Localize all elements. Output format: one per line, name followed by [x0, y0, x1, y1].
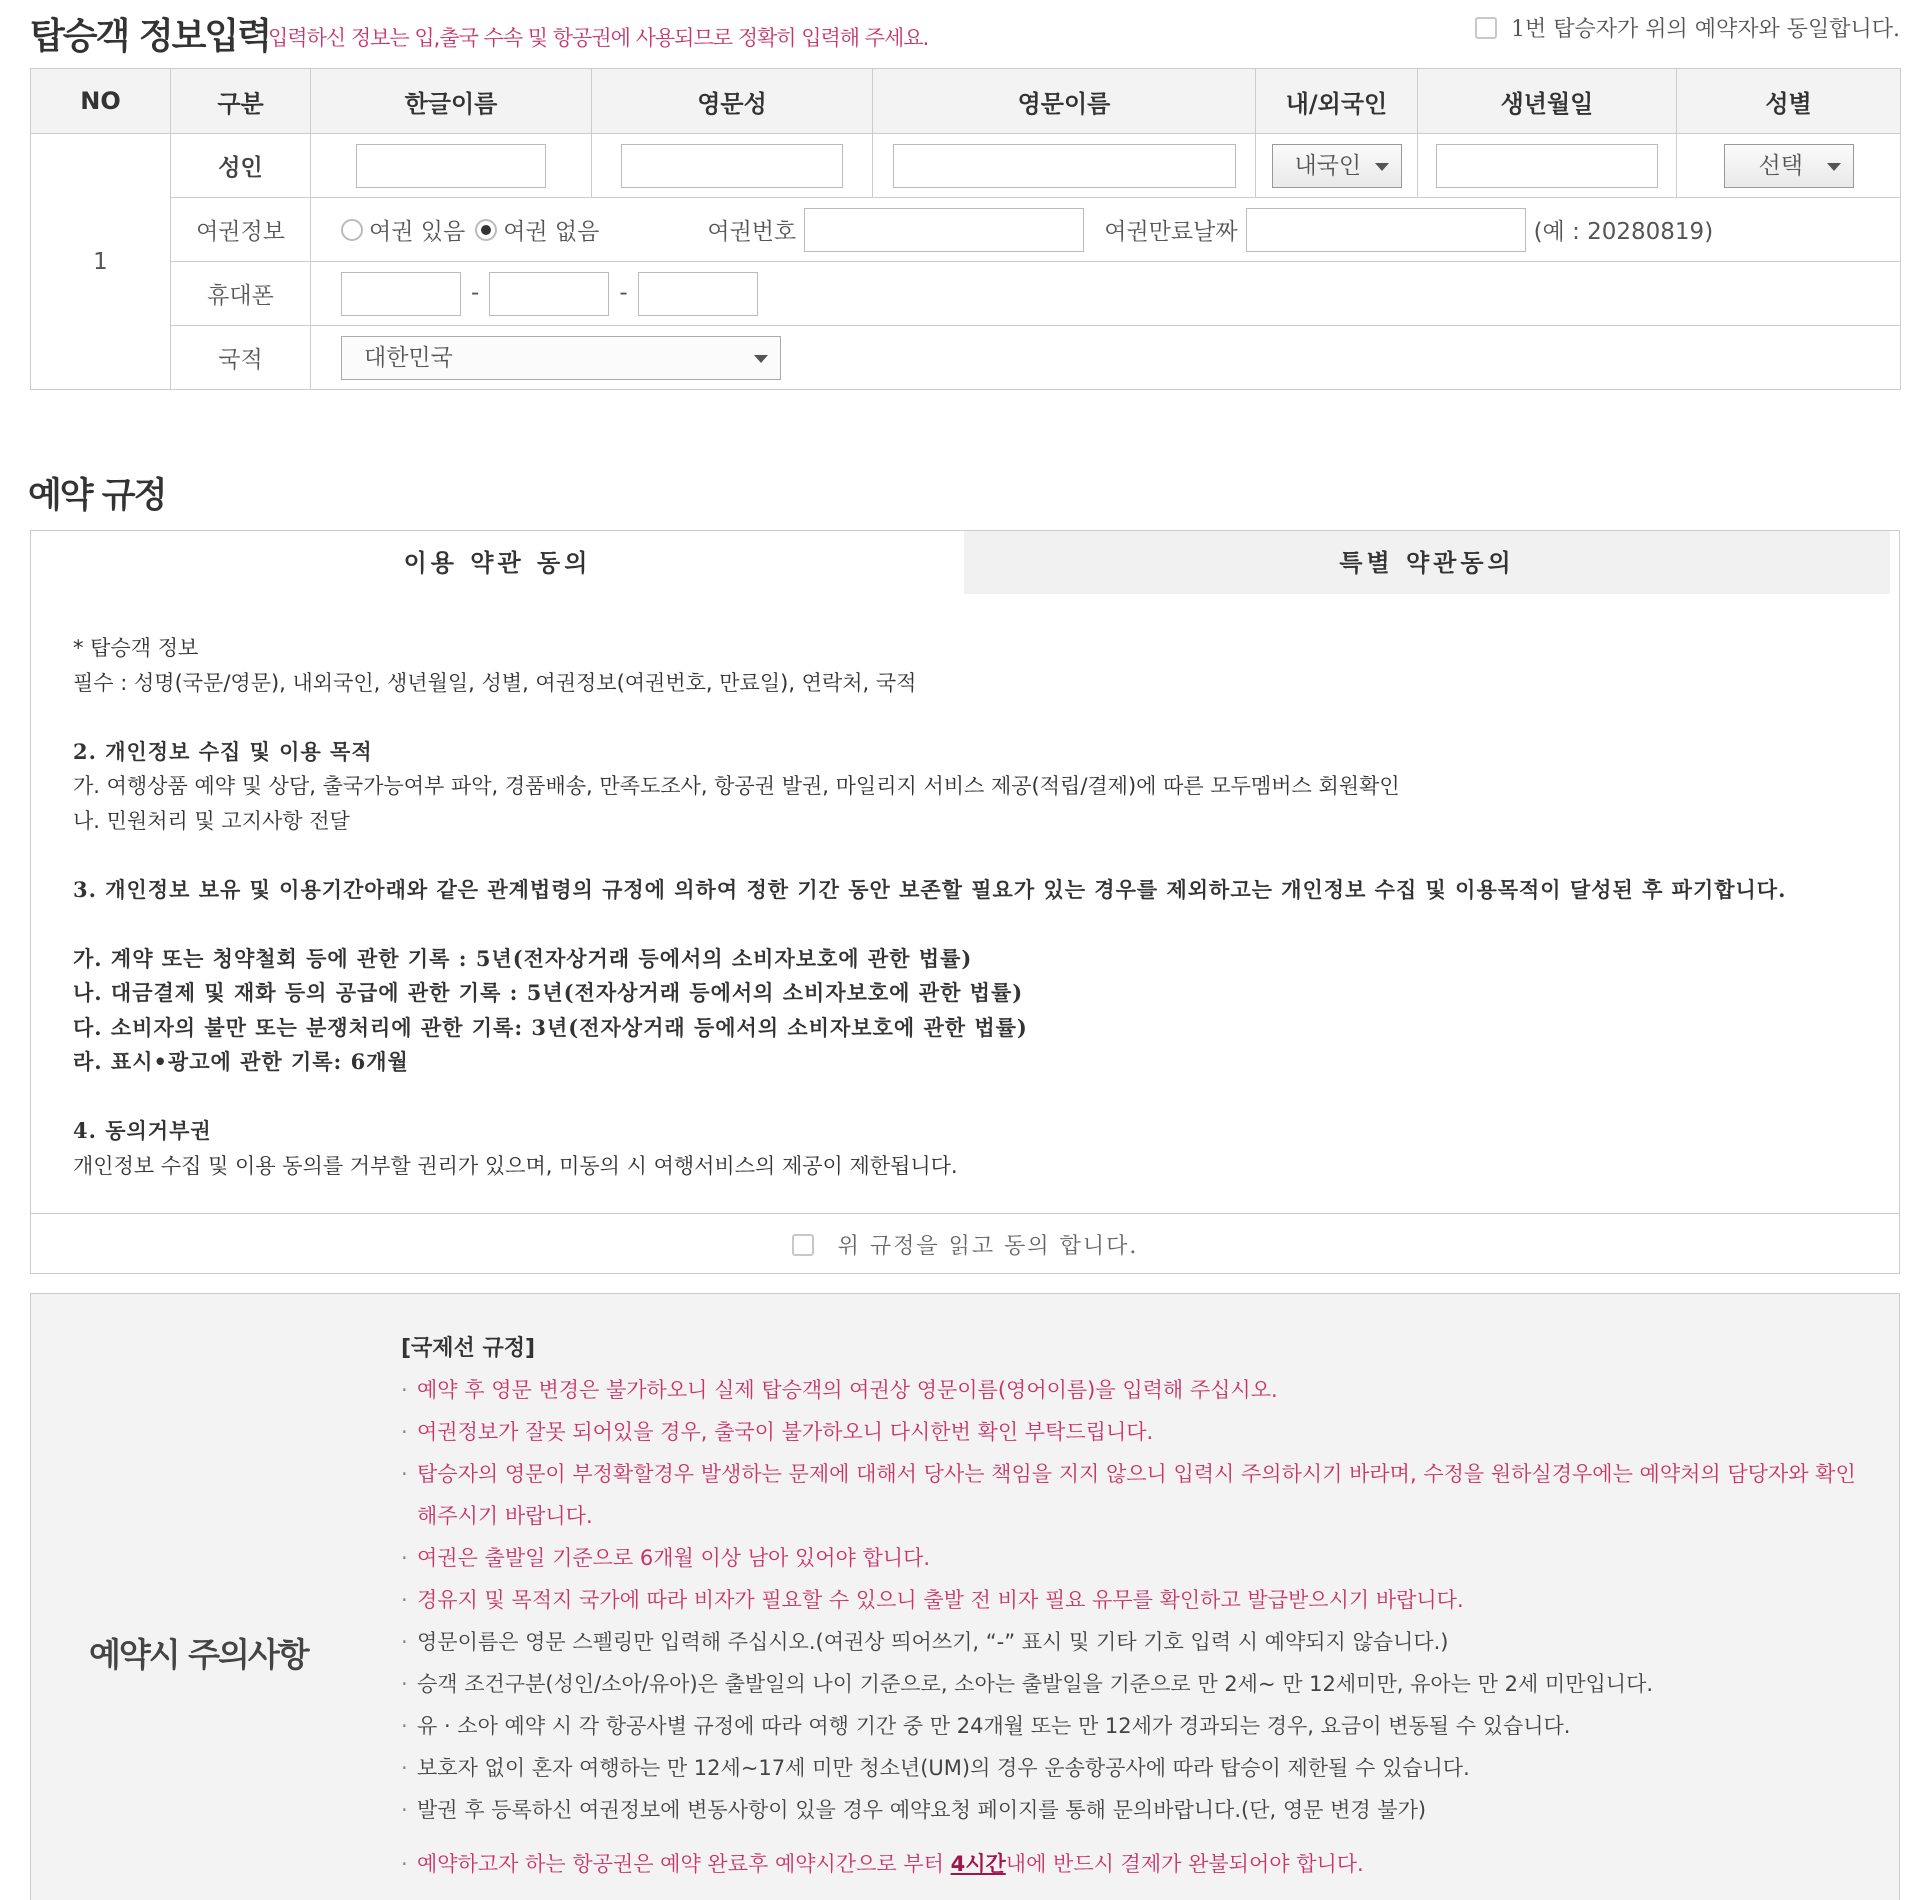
terms-line: 가. 계약 또는 청약철회 등에 관한 기록 : 5년(전자상거래 등에서의 소비자보호에 관한 법률) [73, 945, 973, 971]
notice-item: · 유 · 소아 예약 시 각 항공사별 규정에 따라 여행 기간 중 만 24개월 또는 만 12세가 경과되는 경우, 요금이 변동될 수 있습니다. [401, 1705, 1871, 1747]
rules-section-title: 예약 규정 [28, 476, 166, 516]
english-surname-input[interactable] [621, 144, 843, 188]
payment-text-before: 예약하고자 하는 항공권은 예약 완료후 예약시간으로 부터 [417, 1852, 951, 1876]
notice-item: · 여권정보가 잘못 되어있을 경우, 출국이 불가하오니 다시한번 확인 부탁드립니다. [401, 1411, 1871, 1453]
column-header-nationality-type: 내/외국인 [1256, 69, 1418, 134]
passport-expiry-label: 여권만료날짜 [1104, 219, 1238, 245]
passport-number-input[interactable] [804, 208, 1084, 252]
agree-rules-checkbox[interactable] [792, 1234, 814, 1256]
notice-item: · 승객 조건구분(성인/소아/유아)은 출발일의 나이 기준으로, 소아는 출발일을 기준으로 만 2세~ 만 12세미만, 유아는 만 2세 미만입니다. [401, 1663, 1871, 1705]
passenger-row-phone [31, 262, 1901, 326]
terms-heading: 4. 동의거부권 [73, 1118, 212, 1143]
notice-item: · 영문이름은 영문 스펠링만 입력해 주십시오.(여권상 띄어쓰기, “-” 표시 및 기타 기호 입력 시 예약되지 않습니다.) [401, 1621, 1871, 1663]
nationality-type-value: 내국인 [1294, 152, 1362, 179]
terms-content [73, 631, 1863, 1183]
column-header-type: 구분 [171, 69, 311, 134]
passport-no-radio[interactable] [475, 219, 497, 241]
birthdate-input[interactable] [1436, 144, 1658, 188]
terms-line: 나. 민원처리 및 고지사항 전달 [73, 808, 350, 833]
column-header-gender: 성별 [1677, 69, 1901, 134]
notice-item: · 경유지 및 목적지 국가에 따라 비자가 필요할 수 있으니 출발 전 비자 필요 유무를 확인하고 발급받으시기 바랍니다. [401, 1579, 1871, 1621]
notice-item: · 탑승자의 영문이 부정확할경우 발생하는 문제에 대해서 당사는 책임을 지지 않으니 입력시 주의하시기 바라며, 수정을 원하실경우에는 예약처의 담당자와 확인해주시기 바랍니다. [401, 1453, 1871, 1537]
passenger-row-passport [31, 198, 1901, 262]
passenger-section-title: 탑승객 정보입력 [30, 16, 270, 57]
column-header-no: NO [31, 69, 171, 134]
column-header-english-surname: 영문성 [592, 69, 873, 134]
korean-name-input[interactable] [356, 144, 546, 188]
tab-special-terms[interactable]: 특별 약관동의 [964, 531, 1890, 594]
notice-item: · 보호자 없이 혼자 여행하는 만 12세~17세 미만 청소년(UM)의 경우 운송항공사에 따라 탑승이 제한될 수 있습니다. [401, 1747, 1871, 1789]
passenger-row-main [31, 134, 1901, 198]
terms-line: 나. 대금결제 및 재화 등의 공급에 관한 기록 : 5년(전자상거래 등에서의 소비자보호에 관한 법률) [73, 980, 1024, 1005]
column-header-birthdate: 생년월일 [1418, 69, 1677, 134]
passport-yes-radio[interactable] [341, 219, 363, 241]
notice-box [30, 1293, 1900, 1900]
phone-dash: - [471, 280, 480, 306]
passport-info-fields [311, 199, 1900, 261]
payment-deadline: 4시간 [950, 1852, 1006, 1876]
phone-label: 휴대폰 [171, 262, 311, 326]
country-value: 대한민국 [364, 344, 453, 371]
nationality-type-select[interactable] [1272, 144, 1402, 188]
terms-line: 필수 : 성명(국문/영문), 내외국인, 생년월일, 성별, 여권정보(여권번호, 만료일), 연락처, 국적 [73, 670, 917, 695]
rules-box [30, 530, 1900, 1274]
passenger-table-header [31, 69, 1901, 134]
passport-no-label: 여권 없음 [503, 219, 600, 245]
passport-info-label: 여권정보 [171, 198, 311, 262]
phone-part2-input[interactable] [489, 272, 609, 316]
chevron-down-icon [1827, 163, 1841, 171]
column-header-english-given-name: 영문이름 [873, 69, 1256, 134]
passenger-row-country [31, 326, 1901, 390]
passport-yes-label: 여권 있음 [369, 219, 466, 245]
tab-terms-of-use[interactable]: 이용 약관 동의 [31, 531, 964, 594]
column-header-korean-name: 한글이름 [311, 69, 592, 134]
passport-expiry-example: (예 : 20280819) [1533, 219, 1714, 245]
passenger-header [30, 8, 1900, 58]
terms-line: 라. 표시•광고에 관한 기록: 6개월 [73, 1049, 409, 1074]
country-select[interactable] [341, 336, 781, 380]
gender-select[interactable] [1724, 144, 1854, 188]
agree-rules-option[interactable] [31, 1213, 1899, 1275]
phone-part1-input[interactable] [341, 272, 461, 316]
agree-rules-label: 위 규정을 읽고 동의 합니다. [837, 1234, 1139, 1259]
terms-line: 개인정보 수집 및 이용 동의를 거부할 권리가 있으며, 미동의 시 여행서비스의 제공이 제한됩니다. [73, 1153, 958, 1178]
passenger-table [30, 68, 1901, 390]
notice-item: · 발권 후 등록하신 여권정보에 변동사항이 있을 경우 예약요청 페이지를 통해 문의바랍니다.(단, 영문 변경 불가) [401, 1789, 1871, 1831]
terms-heading: 3. 개인정보 보유 및 이용기간아래와 같은 관계법령의 규정에 의하여 정한 기간 동안 보존할 필요가 있는 경우를 제외하고는 개인정보 수집 및 이용목적이 달성된 후 파기합니다. [73, 876, 1787, 902]
passenger-type: 성인 [171, 134, 311, 198]
passenger-section-subtitle: 입력하신 정보는 입,출국 수속 및 항공권에 사용되므로 정확히 입력해 주세요. [268, 26, 929, 50]
same-as-booker-checkbox[interactable] [1475, 17, 1497, 39]
passenger-number: 1 [31, 134, 171, 390]
terms-heading: 2. 개인정보 수집 및 이용 목적 [73, 738, 373, 764]
notice-label: 예약시 주의사항 [89, 1635, 308, 1674]
notice-heading: [국제선 규정] [401, 1336, 536, 1361]
same-as-booker-label: 1번 탑승자가 위의 예약자와 동일합니다. [1511, 17, 1900, 42]
passport-expiry-input[interactable] [1246, 208, 1526, 252]
chevron-down-icon [754, 355, 768, 363]
phone-part3-input[interactable] [638, 272, 758, 316]
passport-number-label: 여권번호 [707, 219, 797, 245]
payment-text-after: 내에 반드시 결제가 완불되어야 합니다. [1005, 1852, 1364, 1876]
notice-content [401, 1329, 1871, 1885]
notice-item: · 여권은 출발일 기준으로 6개월 이상 남아 있어야 합니다. [401, 1537, 1871, 1579]
same-as-booker-option[interactable] [1475, 12, 1900, 43]
notice-payment-item [401, 1843, 1871, 1885]
phone-dash: - [619, 280, 628, 306]
terms-line: * 탑승객 정보 [73, 636, 199, 660]
terms-line: 다. 소비자의 불만 또는 분쟁처리에 관한 기록: 3년(전자상거래 등에서의 소비자보호에 관한 법률) [73, 1014, 1028, 1040]
english-given-name-input[interactable] [893, 144, 1236, 188]
chevron-down-icon [1375, 163, 1389, 171]
country-label: 국적 [171, 326, 311, 390]
gender-value: 선택 [1758, 152, 1803, 179]
notice-item: · 예약 후 영문 변경은 불가하오니 실제 탑승객의 여권상 영문이름(영어이름)을 입력해 주십시오. [401, 1369, 1871, 1411]
terms-line: 가. 여행상품 예약 및 상담, 출국가능여부 파악, 경품배송, 만족도조사, 항공권 발권, 마일리지 서비스 제공(적립/결제)에 따른 모두멤버스 회원확인 [73, 774, 1400, 798]
